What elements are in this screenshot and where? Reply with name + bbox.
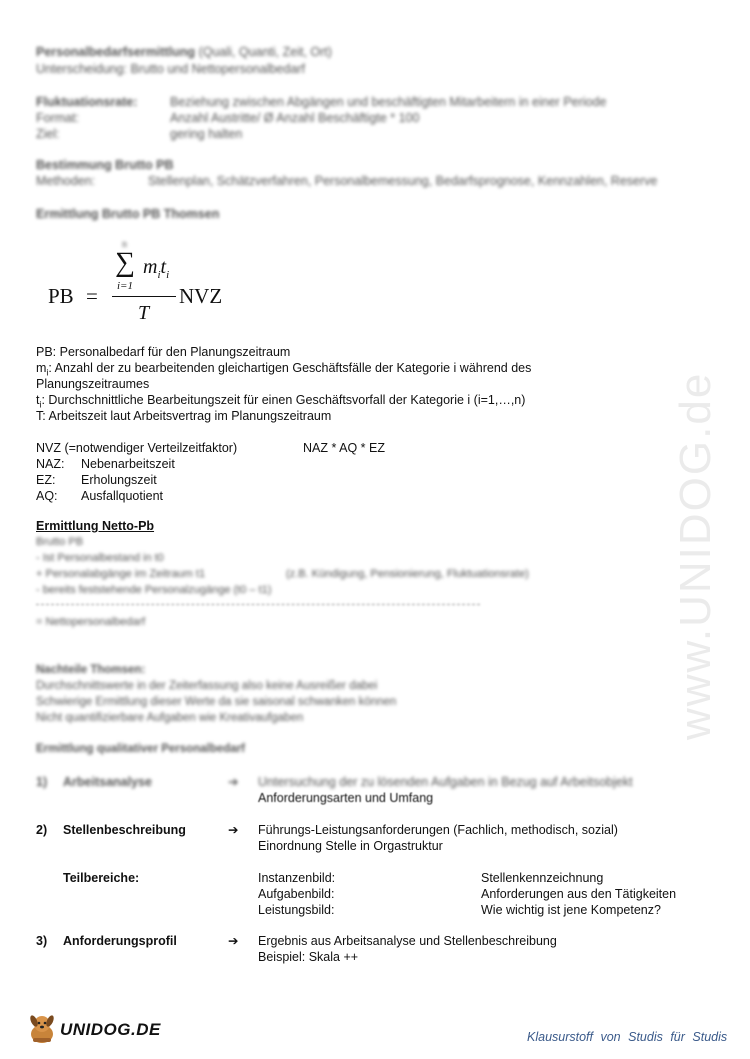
item-3-label: Anforderungsprofil: [63, 934, 177, 948]
logo-text: UNIDOG.DE: [60, 1020, 161, 1039]
fluktuation-text: Beziehung zwischen Abgängen und beschäftigten Mitarbeitern in einer Periode: [170, 95, 607, 109]
item-1-line2: Anforderungsarten und Umfang: [258, 791, 434, 805]
bestimmung-title: Bestimmung Brutto PB: [36, 158, 174, 172]
def-m-text: : Anzahl der zu bearbeitenden gleichartigen Geschäftsfälle der Kategorie i während des: [48, 361, 532, 375]
dog-mascot-icon: [24, 1012, 60, 1048]
teilbereiche-label: Teilbereiche:: [63, 871, 140, 885]
def-pb: PB: Personalbedarf für den Planungszeitraum: [36, 345, 291, 359]
formula-denominator: T: [138, 302, 150, 324]
def-m-sym: m: [36, 361, 47, 375]
title-suffix: (Quali, Quanti, Zeit, Ort): [198, 45, 332, 59]
abbr-key-naz: NAZ:: [36, 457, 65, 471]
netto-line-3: - bereits feststehende Personalzugänge (t0 – t1): [36, 584, 272, 596]
formula-m-sub: i: [157, 269, 161, 281]
netto-divider: [36, 604, 480, 605]
def-m-cont: Planungszeitraumes: [36, 377, 150, 391]
item-2-line1: Führungs-Leistungsanforderungen (Fachlich, methodisch, sozial): [258, 823, 618, 837]
def-t-text: : Durchschnittliche Bearbeitungszeit für einen Geschäftsvorfall der Kategorie i (i=1,…,n): [41, 393, 526, 407]
item-3-line2: Beispiel: Skala ++: [258, 950, 359, 964]
netto-note: (z.B. Kündigung, Pensionierung, Fluktuationsrate): [286, 568, 529, 580]
abbr-key-aq: AQ:: [36, 489, 58, 503]
item-1-label: Arbeitsanalyse: [63, 775, 152, 789]
teilbereich-left-1: Aufgabenbild:: [258, 887, 335, 901]
fluktuation-label: Fluktuationsrate:: [36, 95, 138, 109]
item-1-num: 1): [36, 775, 48, 789]
teilbereich-right-1: Anforderungen aus den Tätigkeiten: [481, 887, 677, 901]
nachteile-title: Nachteile Thomsen:: [36, 664, 146, 676]
def-m-sub: i: [46, 367, 49, 378]
formula-sum-symbol: ∑: [115, 247, 135, 278]
item-3-line1: Ergebnis aus Arbeitsanalyse und Stellenbeschreibung: [258, 934, 557, 948]
netto-line-0: Brutto PB: [36, 536, 84, 548]
ziel-label: Ziel:: [36, 127, 60, 141]
nachteile-line-0: Durchschnittswerte in der Zeiterfassung also keine Ausreißer dabei: [36, 680, 378, 692]
formula-sum-lower: i=1: [117, 280, 133, 292]
def-t-sym: t: [36, 393, 40, 407]
nvz-label: NVZ (=notwendiger Verteilzeitfaktor): [36, 441, 238, 455]
formula-t-sub: i: [166, 269, 170, 281]
item-2-label: Stellenbeschreibung: [63, 823, 186, 837]
item-2-arrow: ➔: [228, 823, 239, 837]
format-text: Anzahl Austritte/ Ø Anzahl Beschäftigte * 100: [170, 111, 420, 125]
formula-t: t: [160, 256, 167, 278]
abbr-key-ez: EZ:: [36, 473, 56, 487]
formula-numerator: [143, 256, 169, 286]
nachteile-line-1: Schwierige Ermittlung dieser Werte da sie saisonal schwanken können: [36, 696, 397, 708]
formula-lhs: PB: [48, 284, 74, 308]
abbr-val-ez: Erholungszeit: [81, 473, 157, 487]
methoden-text: Stellenplan, Schätzverfahren, Personalbemessung, Bedarfsprognose, Kennzahlen, Reserve: [148, 174, 658, 188]
item-3-num: 3): [36, 934, 48, 948]
methoden-label: Methoden:: [36, 174, 96, 188]
teilbereich-left-0: Instanzenbild:: [258, 871, 336, 885]
qualitativ-title: Ermittlung qualitativer Personalbedarf: [36, 743, 245, 755]
page-subtitle: Unterscheidung: Brutto und Nettopersonalbedarf: [36, 62, 305, 76]
item-3-arrow: ➔: [228, 934, 239, 948]
formula-sum-upper: n: [122, 239, 127, 250]
page-title: [36, 44, 332, 60]
netto-result: = Nettopersonalbedarf: [36, 616, 146, 628]
formula-m: m: [143, 256, 158, 278]
fraction-bar: [112, 296, 176, 297]
formula-factor: NVZ: [179, 284, 223, 308]
title-main: Personalbedarfsermittlung: [36, 45, 196, 59]
unidog-logo: [24, 1012, 161, 1048]
nachteile-line-2: Nicht quantifizierbare Aufgaben wie Kreativaufgaben: [36, 712, 304, 724]
netto-line-1: - Ist Personalbestand in t0: [36, 552, 164, 564]
teilbereich-right-2: Wie wichtig ist jene Kompetenz?: [481, 903, 661, 917]
netto-title: Ermittlung Netto-Pb: [36, 519, 155, 533]
item-2-line2: Einordnung Stelle in Orgastruktur: [258, 839, 443, 853]
abbr-val-aq: Ausfallquotient: [81, 489, 164, 503]
formula-equals: =: [86, 284, 98, 308]
thomsen-title: Ermittlung Brutto PB Thomsen: [36, 207, 220, 221]
teilbereich-right-0: Stellenkennzeichnung: [481, 871, 604, 885]
teilbereich-left-2: Leistungsbild:: [258, 903, 335, 917]
watermark: www.UNIDOG.de: [671, 371, 720, 740]
def-t-sub: i: [39, 399, 42, 410]
item-1-line1: Untersuchung der zu lösenden Aufgaben in Bezug auf Arbeitsobjekt: [258, 775, 633, 789]
item-2-num: 2): [36, 823, 48, 837]
ziel-text: gering halten: [170, 127, 243, 141]
format-label: Format:: [36, 111, 80, 125]
footer-tagline: Klausurstoff von Studis für Studis: [527, 1030, 728, 1044]
item-1-arrow: ➔: [228, 775, 239, 789]
nvz-formula: NAZ * AQ * EZ: [303, 441, 385, 455]
abbr-val-naz: Nebenarbeitszeit: [81, 457, 175, 471]
def-T: T: Arbeitszeit laut Arbeitsvertrag im Planungszeitraum: [36, 409, 332, 423]
netto-line-2: + Personalabgänge im Zeitraum t1: [36, 568, 206, 580]
